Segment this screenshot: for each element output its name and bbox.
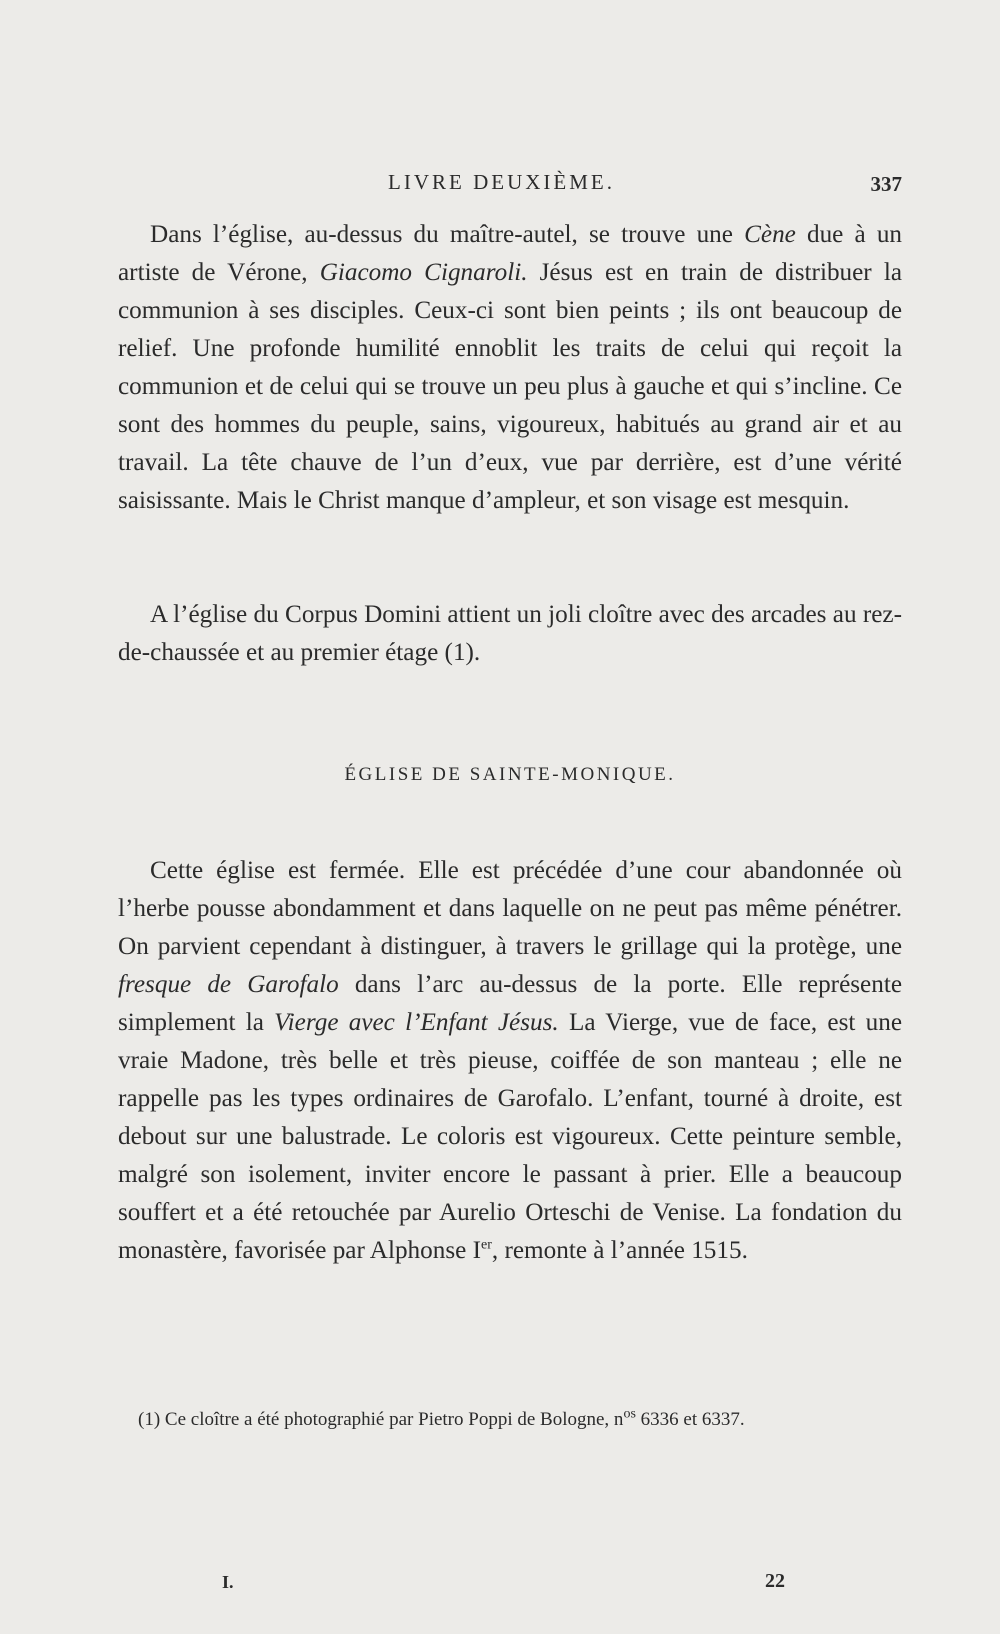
para3-text-4: , remonte à l’année 1515.	[491, 1237, 748, 1264]
footnote	[110, 1408, 902, 1432]
para2-text: A l’église du Corpus Domini attient un joli cloître avec des arcades au rez-de-chaussée et au premier étage (1).	[118, 601, 902, 666]
sheet-number: 22	[765, 1570, 785, 1592]
paragraph-cene	[118, 216, 902, 520]
page-header	[118, 170, 902, 206]
para3-text-1: Cette église est fermée. Elle est précédée d’une cour abandonnée où l’herbe pousse abondamment et dans laquelle on ne peut pas même pénétrer. On parvient cependant à distinguer, à travers le grillage qui la protège, une	[118, 857, 902, 960]
para1-text-2: due à un artiste de Vérone,	[118, 221, 903, 286]
footnote-superscript: os	[623, 1406, 636, 1422]
para3-superscript: er	[481, 1237, 492, 1253]
running-head: LIVRE DEUXIÈME.	[388, 170, 615, 194]
footnote-text-2: 6336 et 6337.	[635, 1409, 745, 1430]
paragraph-cloitre	[118, 596, 902, 672]
para3-italic-fresque: fresque de Garofalo	[118, 971, 339, 998]
para1-italic-artist: Giacomo Cignaroli.	[319, 259, 528, 286]
para1-italic-cene: Cène	[744, 221, 796, 248]
para3-text-2: dans l’arc au-dessus de la porte. Elle représente simplement la	[118, 971, 903, 1036]
page-number: 337	[870, 172, 902, 196]
footnote-text-1: (1) Ce cloître a été photographié par Pietro Poppi de Bologne, n	[138, 1409, 624, 1430]
para1-text-1: Dans l’église, au-dessus du maître-autel, se trouve une	[150, 221, 745, 248]
para3-italic-vierge: Vierge avec l’Enfant Jésus.	[274, 1009, 559, 1036]
section-title: ÉGLISE DE SAINTE-MONIQUE.	[344, 764, 676, 785]
para3-text-3: La Vierge, vue de face, est une vraie Madone, très belle et très pieuse, coiffée de son manteau ; elle ne rappelle pas les types ordinaires de Garofalo. L’enfant, tourné à droite, est debout sur une balustrade. Le coloris est vigoureux. Cette peinture semble, malgré son isolement, inviter encore le passant à prier. Elle a beaucoup souffert et a été retouchée par Aurelio Orteschi de Venise. La fondation du monastère, favorisée par Alphonse I	[118, 1009, 903, 1264]
signature-mark: I.	[222, 1572, 234, 1592]
para1-text-3: Jésus est en train de distribuer la communion à ses disciples. Ceux-ci sont bien peints ; ils ont beaucoup de relief. Une profonde humilité ennoblit les traits de celui qui reçoit la communion et de celui qui se trouve un peu plus à gauche et qui s’incline. Ce sont des hommes du peuple, sains, vigoureux, habitués au grand air et au travail. La tête chauve de l’un d’eux, vue par derrière, est d’une vérité saisissante. Mais le Christ manque d’ampleur, et son visage est mesquin.	[118, 259, 903, 514]
paragraph-sainte-monique	[118, 852, 902, 1270]
